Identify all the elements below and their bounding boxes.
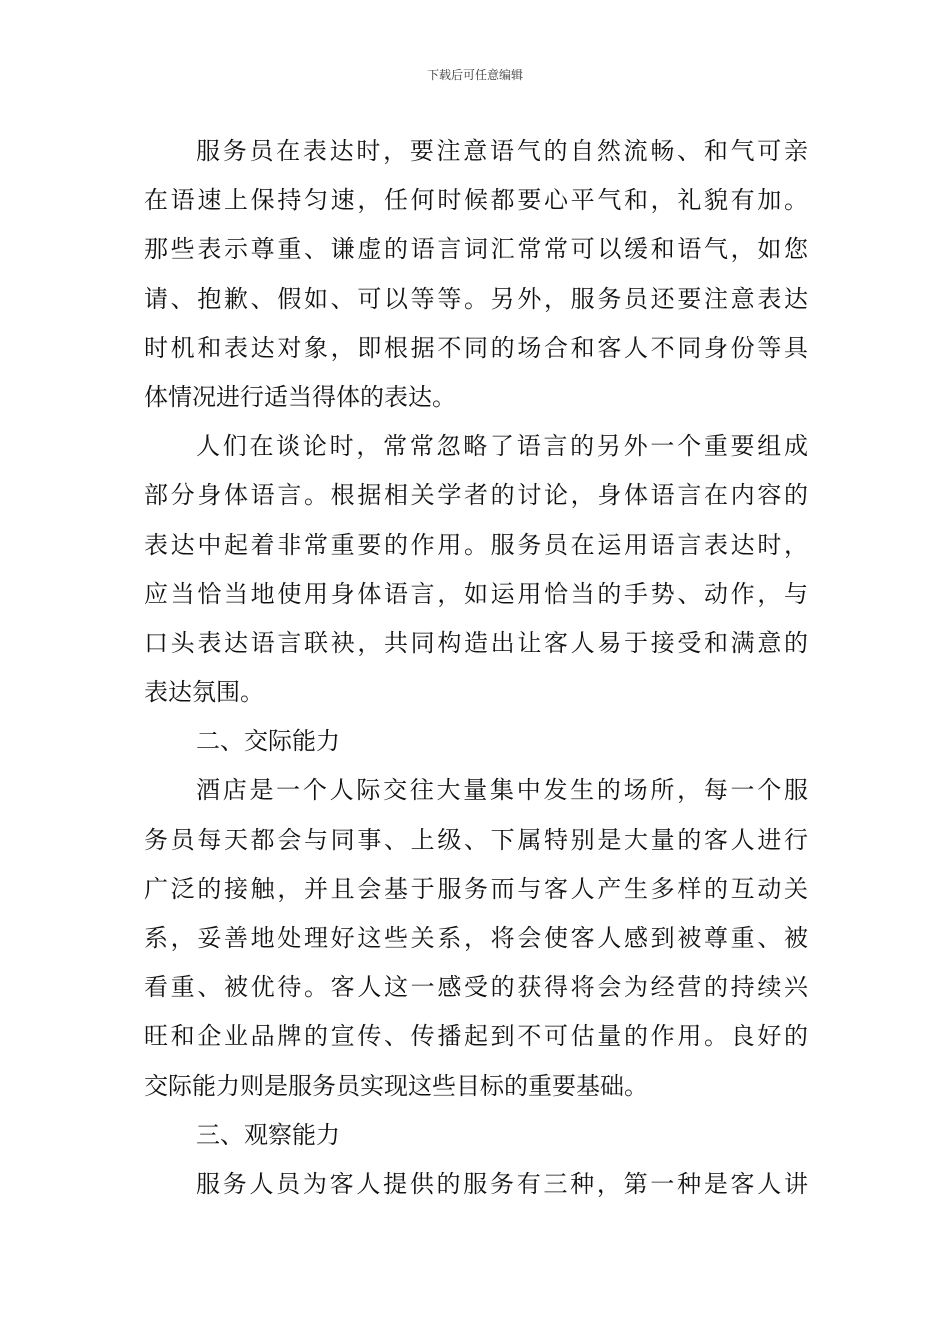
paragraph — [144, 1160, 808, 1209]
document-body — [144, 127, 808, 1209]
text-line: 酒店是一个人际交往大量集中发生的场所，每一个服 — [196, 776, 808, 805]
section-heading-text: 三、观察能力 — [196, 1120, 340, 1149]
text-line: 表达氛围。 — [144, 678, 264, 707]
text-line: 时机和表达对象，即根据不同的场合和客人不同身份等具 — [144, 333, 808, 362]
paragraph — [144, 766, 808, 1110]
section-heading-text: 二、交际能力 — [196, 727, 340, 756]
text-line: 服务人员为客人提供的服务有三种，第一种是客人讲 — [196, 1169, 808, 1198]
section-heading — [144, 717, 808, 766]
text-line: 应当恰当地使用身体语言，如运用恰当的手势、动作，与 — [144, 579, 808, 608]
section-heading — [144, 1111, 808, 1160]
text-line: 系，妥善地处理好这些关系，将会使客人感到被尊重、被 — [144, 924, 808, 952]
text-line: 表达中起着非常重要的作用。服务员在运用语言表达时， — [144, 530, 808, 559]
text-line: 人们在谈论时，常常忽略了语言的另外一个重要组成 — [196, 432, 808, 461]
text-line: 口头表达语言联袂，共同构造出让客人易于接受和满意的 — [144, 628, 808, 657]
text-line: 务员每天都会与同事、上级、下属特别是大量的客人进行 — [144, 825, 808, 854]
text-line: 旺和企业品牌的宣传、传播起到不可估量的作用。良好的 — [144, 1022, 808, 1051]
text-line: 看重、被优待。客人这一感受的获得将会为经营的持续兴 — [144, 973, 808, 1002]
paragraph — [144, 127, 808, 422]
text-line: 那些表示尊重、谦虚的语言词汇常常可以缓和语气，如您 — [144, 235, 808, 264]
text-line: 体情况进行适当得体的表达。 — [144, 382, 456, 411]
text-line: 在语速上保持匀速，任何时候都要心平气和，礼貌有加。 — [144, 186, 808, 215]
page-header: 下载后可任意编辑 — [426, 68, 523, 82]
text-line: 请、抱歉、假如、可以等等。另外，服务员还要注意表达 — [144, 284, 808, 313]
text-line: 交际能力则是服务员实现这些目标的重要基础。 — [144, 1071, 648, 1100]
text-line: 广泛的接触，并且会基于服务而与客人产生多样的互动关 — [144, 874, 808, 903]
paragraph — [144, 422, 808, 717]
text-line: 部分身体语言。根据相关学者的讨论，身体语言在内容的 — [144, 481, 808, 510]
text-line: 服务员在表达时，要注意语气的自然流畅、和气可亲 — [196, 137, 808, 165]
